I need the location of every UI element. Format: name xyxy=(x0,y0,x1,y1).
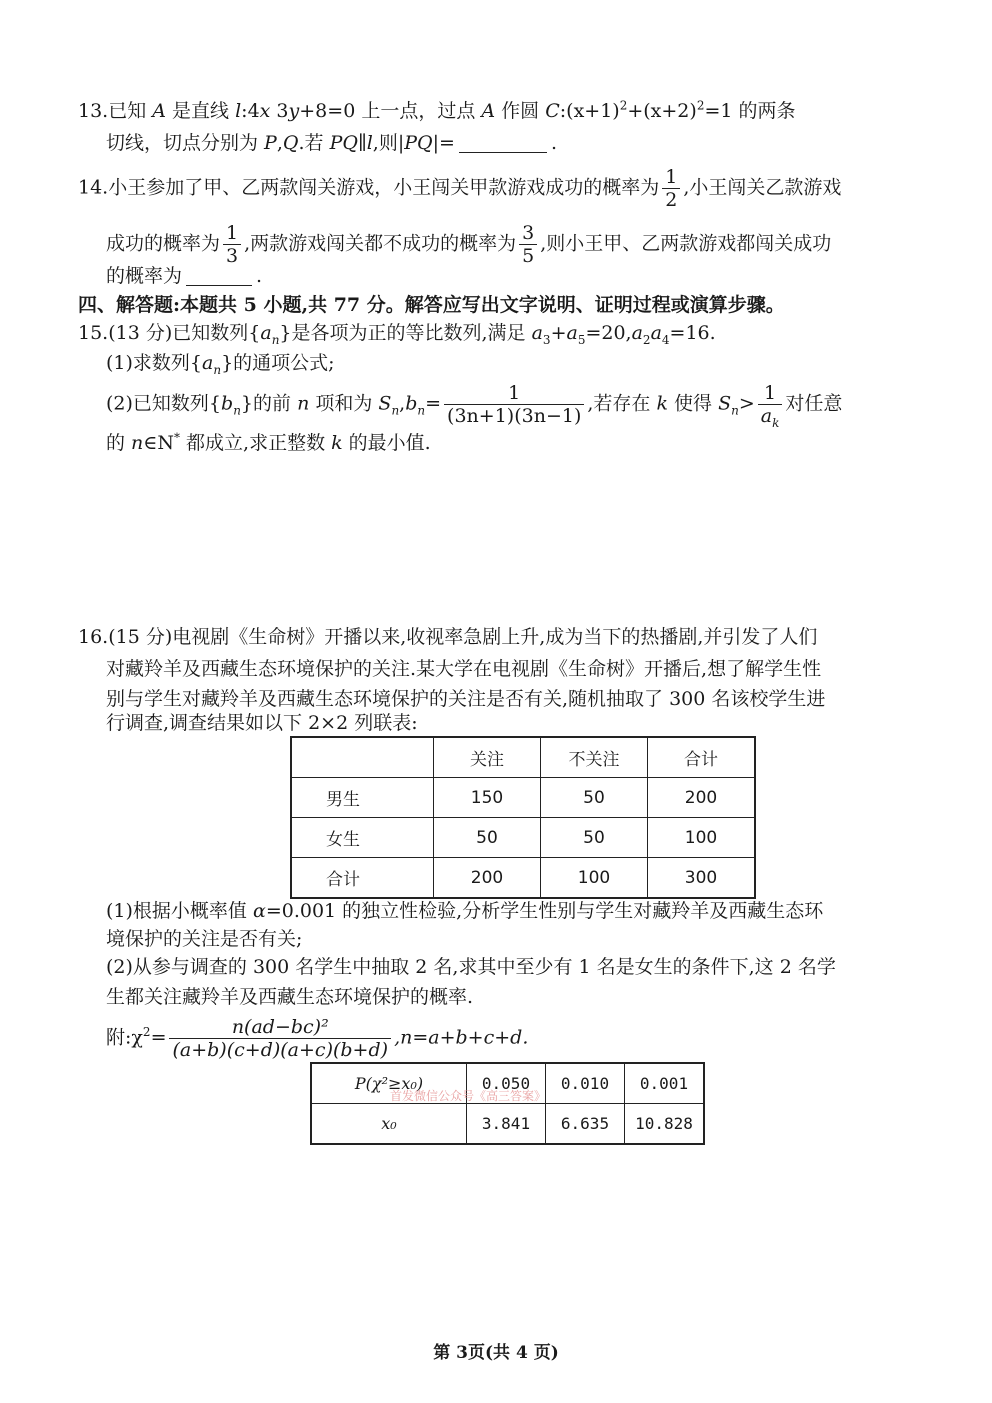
table-cell: 300 xyxy=(648,858,756,899)
fraction-one-over-ak: $\frac{1}{a_k}$ xyxy=(758,382,783,427)
table-cell: 不关注 xyxy=(541,737,648,778)
q16-line2: 对藏羚羊及西藏生态环境保护的关注.某大学在电视剧《生命树》开播后,想了解学生性 xyxy=(106,658,822,680)
table-cell: 0.050 xyxy=(467,1063,546,1104)
table-cell: 10.828 xyxy=(625,1104,705,1145)
table-cell: 6.635 xyxy=(546,1104,625,1145)
q15-part1: (1)求数列$\{a_n\}$的通项公式; xyxy=(106,352,335,377)
table-cell xyxy=(291,737,434,778)
table-cell: 200 xyxy=(648,778,756,818)
table-cell: 150 xyxy=(434,778,541,818)
q13-answer-blank[interactable] xyxy=(459,134,547,153)
table-cell: 50 xyxy=(541,818,648,858)
q14-line1: 14.小王参加了甲、乙两款闯关游戏，小王闯关甲款游戏成功的概率为 $\frac{1}{2}$ ,小王闯关乙款游戏 xyxy=(78,166,842,211)
q15-part2-cont: 的 n∈N* 都成立,求正整数 k 的最小值. xyxy=(106,430,431,454)
contingency-table xyxy=(290,736,756,899)
table-cell: 100 xyxy=(648,818,756,858)
table-row xyxy=(291,737,755,778)
q13-line2: 切线，切点分别为 P,Q.若 PQ∥l,则|PQ|= . xyxy=(106,132,557,154)
table-cell: 50 xyxy=(541,778,648,818)
fraction-chi-square: $\frac{\text{n(ad−bc)²}}{(a+b)(c+d)(a+c)(b+d)}$ xyxy=(169,1016,391,1061)
table-cell: 50 xyxy=(434,818,541,858)
table-cell: 合计 xyxy=(648,737,756,778)
fraction-one-half: $\frac{1}{2}$ xyxy=(662,166,680,211)
page-footer: 第 3页(共 4 页) xyxy=(433,1343,559,1363)
table-cell: 200 xyxy=(434,858,541,899)
table-cell: 关注 xyxy=(434,737,541,778)
table-row xyxy=(291,858,755,899)
chi-square-formula: 附$:\chi^2=$ $\frac{\text{n(ad−bc)²}}{(a+b)(c+d)(a+c)(b+d)}$ ,n=a+b+c+d. xyxy=(106,1016,529,1061)
q14-line2: 成功的概率为 $\frac{1}{3}$ ,两款游戏闯关都不成功的概率为 $\frac{3}{5}$ ,则小王甲、乙两款游戏都闯关成功 xyxy=(106,222,832,267)
table-cell: 0.001 xyxy=(625,1063,705,1104)
fraction-bn: $\frac{1}{(3n+1)(3n-1)}$ xyxy=(444,382,584,427)
table-cell: x₀ xyxy=(311,1104,467,1145)
fraction-one-third: $\frac{1}{3}$ xyxy=(223,222,241,267)
table-cell: 3.841 xyxy=(467,1104,546,1145)
table-row xyxy=(311,1104,704,1145)
q14-answer-blank[interactable] xyxy=(186,267,252,286)
table-row xyxy=(291,818,755,858)
fraction-three-fifths: $\frac{3}{5}$ xyxy=(519,222,537,267)
q16-line1: 16.(15 分)电视剧《生命树》开播以来,收视率急剧上升,成为当下的热播剧,并引发了人们 xyxy=(78,626,818,648)
table-cell: 0.010 xyxy=(546,1063,625,1104)
q16-part2-cont: 生都关注藏羚羊及西藏生态环境保护的概率. xyxy=(106,986,474,1008)
q16-line3: 别与学生对藏羚羊及西藏生态环境保护的关注是否有关,随机抽取了 300 名该校学生进 xyxy=(106,688,826,710)
q16-part1: (1)根据小概率值 α=0.001 的独立性检验,分析学生性别与学生对藏羚羊及西藏生态环 xyxy=(106,900,824,922)
table-cell: 100 xyxy=(541,858,648,899)
q16-part1-cont: 境保护的关注是否有关; xyxy=(106,928,303,950)
q13-line1: 13.已知 A 是直线 l:4x 3y+8=0 上一点，过点 A 作圆 $C:(x+1)^2+(x+2)^2=1$ 的两条 xyxy=(78,98,796,122)
q15-line1: 15.(13 分)已知数列$\{a_n\}$是各项为正的等比数列,满足 $a_3+a_5=20,a_2a_4=16$. xyxy=(78,322,716,347)
q16-part2: (2)从参与调查的 300 名学生中抽取 2 名,求其中至少有 1 名是女生的条件下,这 2 名学 xyxy=(106,956,836,978)
watermark-text: 首发微信公众号《高三答案》 xyxy=(390,1089,547,1103)
table-row xyxy=(291,778,755,818)
table-cell: 女生 xyxy=(291,818,434,858)
q14-line3: 的概率为 . xyxy=(106,265,263,287)
q15-part2: (2)已知数列$\{b_n\}$的前 n 项和为 $S_n,b_n=$ $\frac{1}{(3n+1)(3n-1)}$ ,若存在 k 使得 $S_n>$ $\frac{1}{a_k}$ 对任意 xyxy=(106,382,843,430)
table-cell: 合计 xyxy=(291,858,434,899)
table-cell: 男生 xyxy=(291,778,434,818)
q16-line4: 行调查,调查结果如以下 2×2 列联表: xyxy=(106,712,418,734)
table-cell: P(χ²≥x₀) xyxy=(311,1063,467,1104)
section-heading: 四、解答题:本题共 5 小题,共 77 分。解答应写出文字说明、证明过程或演算步骤。 xyxy=(78,294,785,316)
